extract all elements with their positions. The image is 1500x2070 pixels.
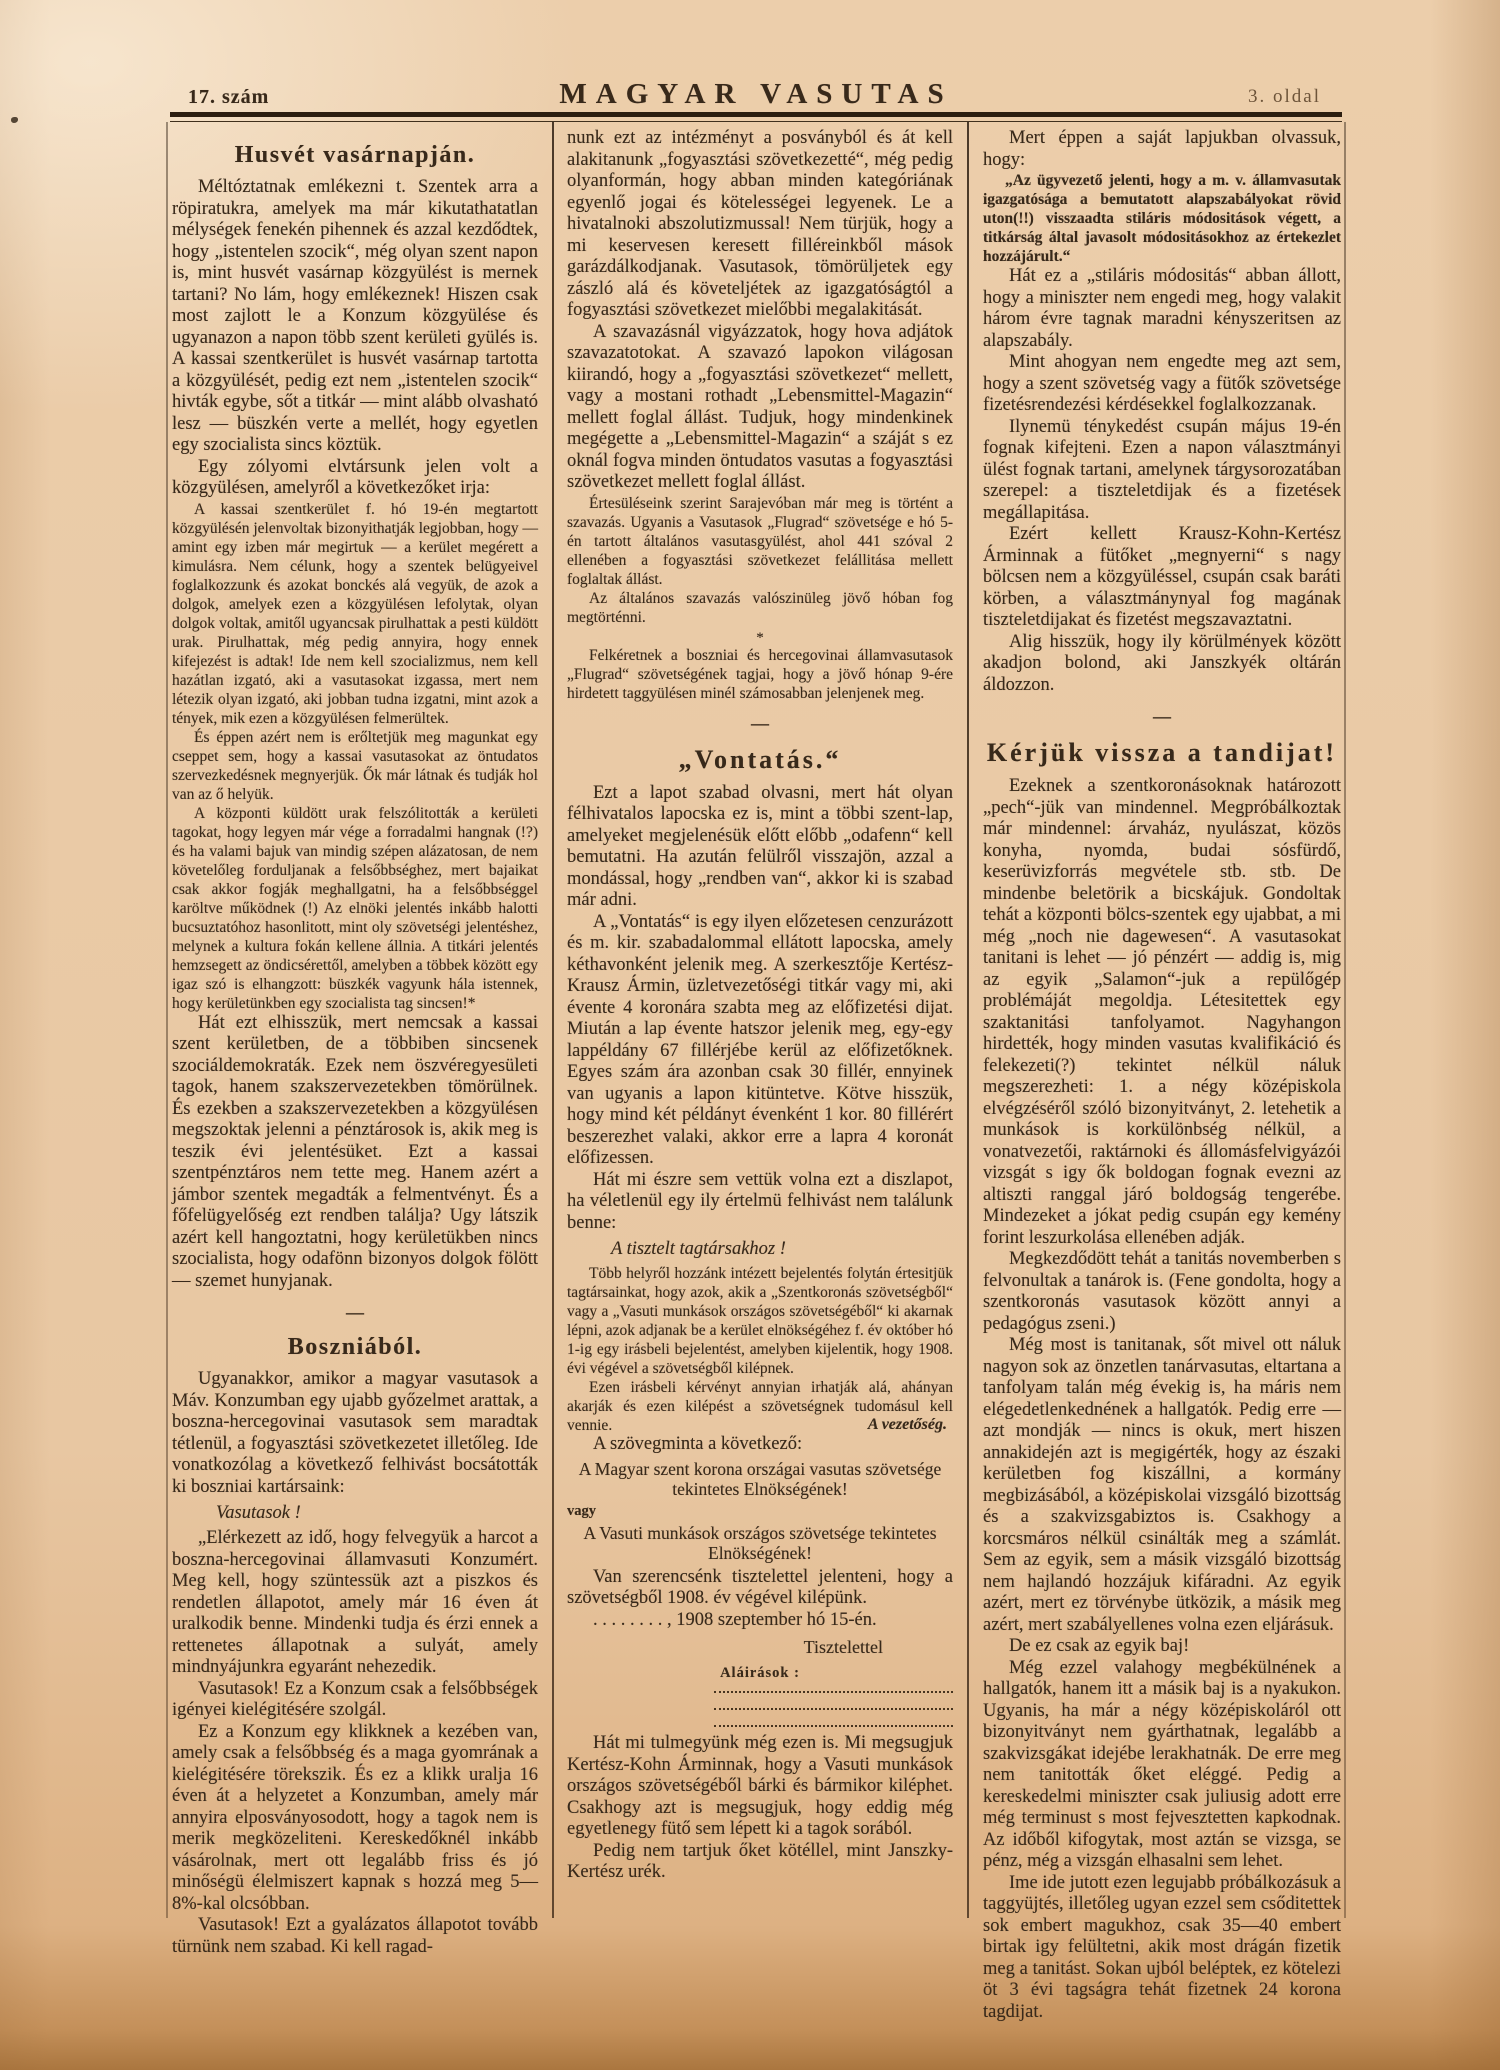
paragraph: Hát ez a „stiláris módositás“ abban állott, hogy a miniszter nem engedi meg, hogy valakit három évre tagnak maradni kényszeritsen az alapszabály. (983, 266, 1341, 351)
paragraph: Ez a Konzum egy klikknek a kezében van, amely csak a felsőbbség és a maga gyomrának a kielégitésére törekszik. És ez a klikk uralja 16 éven át a helyzetet a Konzumban, amely már annyira elposványosodott, hogy a tagok nem is merik megközeliteni. Kereskedőknél inkább vásárolnak, mert ott legalább friss és jó minőségü élelmiszert kapnak s hozzá meg 5—8%-kal olcsóbban. (172, 1721, 538, 1914)
small-paragraph: Felkéretnek a boszniai és hercegovinai államvasutasok „Flugrad“ szövetségének tagjai, hogy a jövő hónap 9-ére hirdetett taggyülésen minél számosabban jelenjenek meg. (567, 646, 953, 702)
paragraph: Van szerencsénk tisztelettel jelenteni, hogy a szövetségből 1908. év végével kilépünk. (567, 1566, 953, 1608)
paragraph-continuation: nunk ezt az intézményt a posványból és át kell alakitanunk „fogyasztási szövetkezetté“, még pedig olyanformán, hogy abban minden kategóriának egyenlő jogai és kötelességei legyenek. Le a hivatalnoki abszolutizmussal! Nem türjük, hogy a mi keservesen keresett filléreinkből mások garázdálkodjanak. Vasutasok, tömörüljetek egy zászló alá és követeljétek az igazgatóságtól a fogyasztási szövetkezet mielőbbi megalakitását. (567, 128, 953, 320)
paragraph: Ezt a lapot szabad olvasni, mert hát olyan félhivatalos lapocska ez is, mint a többi szent-lap, amelyeket megjelenésük előtt előbb „odafenn“ kell bemutatni. Ha azután felülről visszajön, azzal a mondással, hogy „rendben van“, akkor ki is szabad már adni. (567, 782, 953, 910)
small-paragraph: A központi küldött urak felszólitották a kerületi tagokat, hogy legyen már vége a forradalmi hangnak (!?) és ha valami bajuk van mindig szépen alázatosan, de nem követelőleg forduljanak a felsőbbséghez, mert bajaikat csak akkor fogják meghallgatni, ha a felsőbbséggel karöltve működnek (!) Az elnöki jelentés inkább halotti bucsuztatóhoz hasonlitott, mint oly szövetségi jelentéshez, melynek a kultura fokán kellene állnia. A titkári jelentés hemzsegett az öndicsérettől, amelyben a többek között egy igaz szó is elhangzott: büszkék vagyunk hála istennek, hogy kerületünkben egy szocialista tag sincsen!* (172, 804, 538, 1012)
paragraph: A „Vontatás“ is egy ilyen előzetesen cenzurázott és m. kir. szabadalommal ellátott lapocska, amely kéthavonként jelenik meg. A szerkesztője Kertész-Krausz Ármin, üzletvezetőségi titkár vagy mi, aki évente 4 koronára szabta meg az előfizetési dijat. Miután a lap évente hatszor jelenik meg, egy-egy lappéldány 67 fillérjébe kerül az előfizetőknek. Egyes szám ára azonban csak 30 fillér, ennyinek van ugyanis a lapon kitüntetve. Kötve hisszük, hogy mind két példányt évenként 1 kor. 80 fillérért beszerezhet valaki, akkor erre a lapra 4 koronát előfizessen. (567, 911, 953, 1168)
signatures-label: Aláirások : (720, 1665, 800, 1681)
article-heading: „Vontatás.“ (678, 744, 842, 774)
paragraph: . . . . . . . . , 1908 szeptember hó 15-én. (593, 1609, 877, 1630)
italic-salutation: A tisztelt tagtársakhoz ! (611, 1239, 786, 1259)
columns-area (0, 128, 1500, 2060)
signature-line (714, 1725, 953, 1727)
section-divider: — (751, 712, 769, 733)
page-number: 3. oldal (1248, 86, 1321, 107)
paragraph: Hát mi tulmegyünk még ezen is. Mi megsugjuk Kertész-Kohn Árminnak, hogy a Vasuti munkások országos szövetségéből bárki és bármikor kiléphet. Csakhogy azt is megsugjuk, hogy eddig még egyetlenegy fütő sem lépett ki a tagok sorából. (567, 1733, 953, 1839)
paragraph: A szavazásnál vigyázzatok, hogy hova adjátok szavazatotokat. A szavazó lapokon világosan kiirandó, hogy a „fogyasztási szövetkezet“ mellett, vagy a mostani rothadt „Lebensmittel-Magazin“ mellett foglal állást. Tudjuk, hogy mindenkinek megégette a „Lebensmittel-Magazin“ a száját s ez oknál fogva minden öntudatos vasutas a fogyasztási szövetkezet mellett foglal állást. (567, 321, 953, 492)
paragraph: Vasutasok! Ez a Konzum csak a felsőbbségek igényei kielégitésére szolgál. (172, 1678, 538, 1720)
small-paragraph: És éppen azért nem is erőltetjük meg magunkat egy cseppet sem, hogy a kassai vasutasokat az öntudatos szervezkedésnek megnyerjük. Ők már látnak és tudják hol van az ő helyük. (172, 728, 538, 803)
paragraph: Ugyanakkor, amikor a magyar vasutasok a Máv. Konzumban egy ujabb győzelmet arattak, a boszna-hercegovinai vasutasok sem maradtak tétlenül, a fogyasztási szövetkezetet illetőleg. Ide vonatkozólag a következő felhivást bocsátották ki boszniai kartársaink: (172, 1369, 538, 1497)
closing-line: Tisztelettel (803, 1637, 883, 1657)
paragraph: Ilynemü ténykedést csupán május 19-én fognak kifejteni. Ezen a napon választmányi ülést fognak tartani, amelynek tárgysorozatában szerepel: a tiszteletdijak és a fizetések megállapitása. (983, 416, 1341, 523)
paragraph: Hát ezt elhisszük, mert nemcsak a kassai szent kerületben, de a többiben sincsenek szociáldemokraták. Ezek nem öszvéregyesületi tagok, hanem szakszervezetekben tömörülnek. És ezekben a szakszervezetekben a közgyülésen megszoktak jelenni a pénztárosok is, akik meg is teszik évi jelentésüket. Ezt a kassai szentpénztáros nem tette meg. Hanem azért a jámbor szentek megadták a felmentvényt. És a főfelügyelőség ezt rendben találja? Ugy látszik azért kell hangoztatni, hogy kerületükben nincs szocialista, hogy odafönn bizonyos dolgok fölött — szemet hunyjanak. (172, 1012, 538, 1291)
ink-speck (11, 117, 18, 123)
article-heading: Boszniából. (287, 1334, 423, 1360)
article-heading: Husvét vasárnapján. (234, 142, 476, 168)
paragraph: Ezért kellett Krausz-Kohn-Kertész Árminnak a fütőket „megnyerni“ s nagy bölcsen nem a közgyüléssel, csupán csak baráti körben, a választmánynyal fog magának tiszteletdijakat és fizetést megszavaztatni. (983, 524, 1341, 630)
paragraph: Megkezdődött tehát a tanitás novemberben s felvonultak a tanárok is. (Fene gondolta, hogy a szentkoronás vasutasok között annyi a pedagógus zseni.) (983, 1249, 1341, 1334)
masthead-title: MAGYAR VASUTAS (559, 78, 953, 110)
paragraph: A szövegminta a következő: (593, 1434, 803, 1454)
paragraph: Mert éppen a saját lapjukban olvassuk, hogy: (983, 128, 1341, 170)
column-2 (567, 128, 953, 1884)
paragraph: Ezeknek a szentkoronásoknak határozott „pech“-jük van mindennel. Megpróbálkoztak már mindennel: árvaház, nyulászat, közös konyha, nyomda, budai sósfürdő, keserüvizforrás megvétele stb. stb. De mindenbe beletörik a bicskájuk. Gondoltak tehát a központi bölcs-szentek egy ujabbat, a mi még „noch nie dagewesen“. A vasutasokat tanitani is lehet — jó pénzért — addig is, mig az egyik „Salamon“-juk a repülőgép problémáját megoldja. Létesitettek egy szaktanitási tanfolyamot. Nagyhangon hirdették, hogy minden vasutas kvalifikáció és felekezeti(?) tekintet nélkül náluk megszerezheti: 1. a négy középiskola elvégzéséről szóló bizonyitványt, 2. letehetik a munkások is korkülönbség nélkül, a vonatvezetői, raktárnoki és állomásfelvigyázói vizsgát s igy ők boldogan fognak evezni az altiszti ranggal járó boldogság tengerébe. Mindezeket a jókat pedig csupán egy kemény forint leszurkolása ellenében adják. (983, 776, 1341, 1248)
signature-line (714, 1691, 953, 1693)
article-heading: Kérjük vissza a tandijat! (986, 738, 1338, 767)
paragraph: Még most is tanitanak, sőt mivel ott náluk nagyon sok az önzetlen tanárvasutas, eltartana a tanfolyam talán még évekig is, ha máris nem elégedetlenkednének a hallgatók. Pedig erre — azt mondják — nincs is okuk, mert hiszen annakidején azt is megigérték, hogy az északi kerületben fog kiszállni, a kormány megbizásából, a középiskolai vizsgáló bizottság és a szakvizsgabiztos is. Csakhogy a korcsmáros nélkül csinálták meg a számlát. Sem az egyik, sem a másik vizsgáló bizottság nem hajlandó hozzájuk kifáradni. Az egyik azért, mert ez törvénybe ütközik, a másik meg azért, mert szabályellenes volna ezen eljárásuk. (983, 1335, 1341, 1635)
paragraph: Alig hisszük, hogy ily körülmények között akadjon bolond, aki Janszkyék oltárán áldozzon. (983, 631, 1341, 695)
signature-line (714, 1708, 953, 1710)
small-paragraph: Ezen irásbeli kérvényt annyian irhatják alá, ahányan akarják és ezen kilépést a szövetségnek tudomásul kell vennie. (567, 1379, 953, 1434)
star-divider: * (756, 629, 764, 646)
signature-line-right: A vezetőség. (867, 1416, 947, 1433)
small-paragraph: Értesüléseink szerint Sarajevóban már meg is történt a szavazás. Ugyanis a Vasutasok „Flugrad“ szövetsége e hó 5-én tartott általános vasutasgyülést, ahol 441 szóval 2 ellenében a fogyasztási szövetkezet felállitása mellett foglaltak állást. (567, 494, 953, 588)
small-paragraph: Több helyről hozzánk intézett bejelentés folytán értesitjük tagtársainkat, hogy azok, akik a „Szentkoronás szövetségből“ vagy a „Vasuti munkások országos szövetségéből“ ki akarnak lépni, azok adjanak be a kerület elnökségéhez f. év október hó 1-ig egy irásbeli bejelentést, amelyben kijelentik, hogy 1908. évi végével a szövetségből kilépnek. (567, 1265, 953, 1377)
paragraph: Méltóztatnak emlékezni t. Szentek arra a röpiratukra, amelyek ma már kikutathatatlan mélységek fenekén pihennek és azzal kezdődtek, hogy „istentelen szocik“, még olyan szent napon is, mint husvét vasárnap közgyülést is mernek tartani? No lám, hogy emlékeznek! Hiszen csak most zajlott le a Konzum közgyülése és ugyanazon a napon több szent kerületi gyülés is. A kassai szentkerület is husvét vasárnap tartotta a közgyülését, pedig ezt nem „istentelen szocik“ hivták egybe, sőt a titkár — mint alább olvasható lesz — büszkén verte a mellét, hogy egyetlen egy szocialista sincs köztük. (172, 177, 538, 455)
paragraph: Egy zólyomi elvtársunk jelen volt a közgyülésen, amelyről a következőket irja: (172, 456, 538, 498)
paragraph: Még ezzel valahogy megbékülnének a hallgatók, hanem itt a másik baj is a nyakukon. Ugyanis, ha már a négy középiskoláról ott bizonyitványt nem gyárthatnak, legalább a szakvizsgákat idejébe lerakhatnák. De erre meg nem tanitották őket eléggé. Pedig a kereskedelmi miniszter csak juliusig adott erre még terminust s most fejvesztetten kapkodnak. Az időből kifogytak, most aztán se vizsga, se pénz, még a vizsgán elhasalni sem lehet. (983, 1657, 1341, 1871)
paragraph: De ez csak az egyik baj! (1009, 1636, 1190, 1656)
paragraph: Vasutasok! Ezt a gyalázatos állapotot tovább türnünk nem szabad. Ki kell ragad- (172, 1915, 538, 1957)
centered-line: A Vasuti munkások országos szövetsége tekintetes Elnökségének! (583, 1522, 937, 1563)
centered-line: A Magyar szent korona országai vasutas szövetsége tekintetes Elnökségének! (578, 1458, 942, 1499)
signature-dotted-lines (567, 1682, 953, 1733)
issue-number: 17. szám (188, 86, 270, 108)
section-divider: — (1153, 706, 1171, 726)
small-paragraph: A kassai szentkerület f. hó 19-én megtartott közgyülésén jelenvoltak bizonyithatják legjobban, hogy — amint egy izben már megirtuk — a kerület megérett a kimulásra. Nem célunk, hogy a szentek belügyeivel foglalkozzunk és azokat bonckés alá vegyük, de azok a dolgok, amelyek ezen a közgyülésen lefolytak, olyan dolgok voltak, amitől ugyancsak pirulhattak a pesti küldött urak. Pirulhattak, még pedig annyira, hogy ennek kifejezést is adtak! Ide nem kell szocializmus, nem kell hazátlan izgató, aki a vasutasokat izgassa, mert nem létezik olyan izgató, aki jobban tudna izgatni, mint azok a tények, mik ezen a közgyülésen felmerültek. (172, 500, 538, 727)
header-rule (170, 112, 1342, 122)
or-label: vagy (567, 1502, 596, 1519)
small-paragraph: Az általános szavazás valószinüleg jövő hóban fog megtörténni. (567, 589, 953, 626)
paragraph: Hát mi észre sem vettük volna ezt a diszlapot, ha véletlenül egy ily értelmü felhivást nem találunk benne: (567, 1169, 953, 1233)
italic-salutation: Vasutasok ! (216, 1503, 301, 1523)
paragraph: Mint ahogyan nem engedte meg azt sem, hogy a szent szövetség vagy a fütők szövetsége fizetésrendezési kérdésekkel foglalkozzanak. (983, 352, 1341, 415)
quote-paragraph: „Az ügyvezető jelenti, hogy a m. v. államvasutak igazgatósága a bemutatott alapszabályokat rövid uton(!!) visszaadta stiláris módositások végett, a titkárság által javasolt módositásokhoz az értekezlet hozzájárult.“ (983, 172, 1341, 265)
column-1 (172, 128, 538, 1958)
paragraph: Pedig nem tartjuk őket kötéllel, mint Janszky-Kertész urék. (567, 1840, 953, 1882)
paragraph: „Elérkezett az idő, hogy felvegyük a harcot a boszna-hercegovinai államvasuti Konzumért. Meg kell, hogy szüntessük azt a piszkos és rendetlen állapotot, amely már 16 éven át uralkodik benne. Mindenki tudja és érzi ennek a rettenetes állapotnak a sulyát, amely mindnyájunkra egyaránt nehezedik. (172, 1528, 538, 1677)
paragraph: Ime ide jutott ezen legujabb próbálkozásuk a taggyüjtés, illetőleg ugyan ezzel sem csőditettek sok embert magukhoz, csak 35—40 embert birtak igy felültetni, akik most drágán fizetik meg a tanitást. Sokan ujból beléptek, ez kötelezi öt 3 évi tagságra tehát fizetnek 24 korona tagdijat. (983, 1872, 1341, 2022)
column-3 (983, 128, 1341, 2023)
section-divider: — (346, 1302, 364, 1322)
